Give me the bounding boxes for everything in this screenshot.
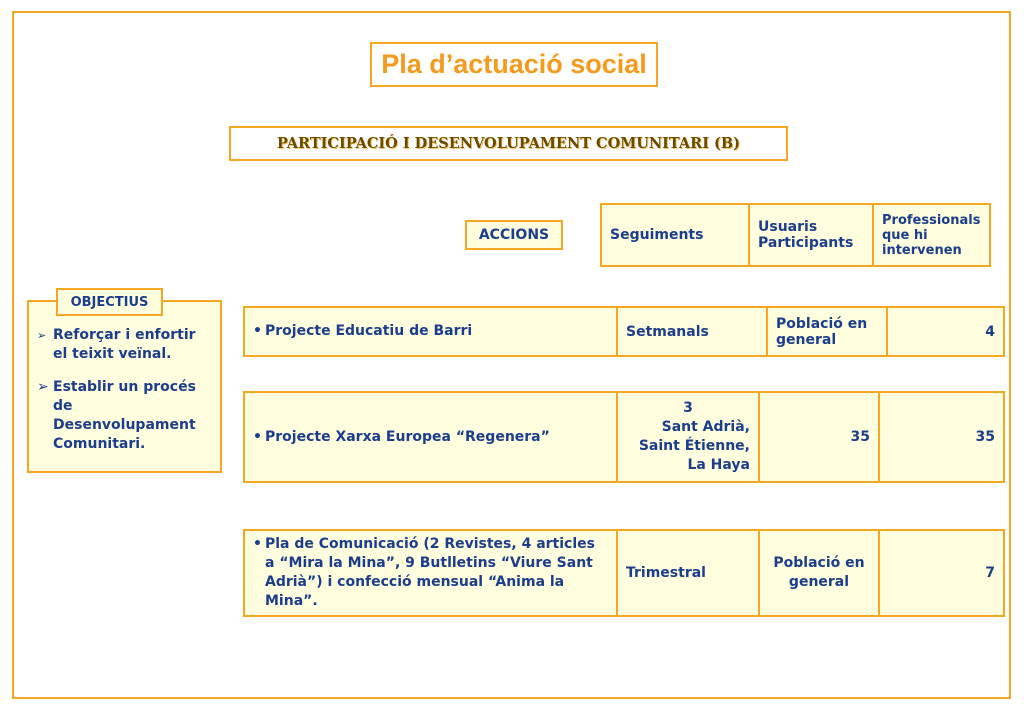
objectius-label: OBJECTIUS xyxy=(56,288,163,316)
arrow-bullet-icon: ➢ xyxy=(37,329,47,342)
bullet-icon: • xyxy=(253,323,262,339)
seguiments-number: 3 xyxy=(683,400,693,416)
action-row-2 xyxy=(243,391,1005,483)
objectiu-item xyxy=(37,378,212,454)
accions-label: ACCIONS xyxy=(465,220,563,250)
bullet-icon: • xyxy=(253,428,262,445)
professionals-cell: 7 xyxy=(879,530,1004,616)
professionals-cell: 4 xyxy=(887,307,1004,356)
header-table xyxy=(600,203,991,267)
objectius-box xyxy=(27,300,222,473)
seguiments-cell: Setmanals xyxy=(617,307,767,356)
professionals-cell: 35 xyxy=(879,392,1004,482)
header-usuaris: Usuaris Participants xyxy=(749,204,873,266)
header-seguiments: Seguiments xyxy=(601,204,749,266)
accio-text: Pla de Comunicació (2 Revistes, 4 articles a “Mira la Mina”, 9 Butlletins “Viure Sant Adrià”) i confecció mensual “Anima la Mina”. xyxy=(265,536,595,609)
accio-cell xyxy=(244,307,617,356)
accio-text: Projecte Educatiu de Barri xyxy=(265,323,473,339)
action-row-1 xyxy=(243,306,1005,357)
seguiments-places: Sant Adrià, Saint Étienne, La Haya xyxy=(638,419,750,473)
accio-cell xyxy=(244,392,617,482)
usuaris-cell: Població en general xyxy=(759,530,879,616)
header-professionals: Professionals que hi intervenen xyxy=(873,204,990,266)
seguiments-cell xyxy=(617,392,759,482)
section-subtitle: PARTICIPACIÓ I DESENVOLUPAMENT COMUNITARI (B) xyxy=(229,126,788,161)
objectiu-item xyxy=(37,326,212,364)
usuaris-cell: Població en general xyxy=(767,307,887,356)
accio-cell xyxy=(244,530,617,616)
objectiu-text: Reforçar i enfortir el teixit veïnal. xyxy=(53,327,196,362)
header-row xyxy=(601,204,990,266)
page-title: Pla d’actuació social xyxy=(370,42,658,87)
table-row xyxy=(244,307,1004,356)
table-row xyxy=(244,392,1004,482)
accio-text: Projecte Xarxa Europea “Regenera” xyxy=(265,428,550,445)
objectiu-text: Establir un procés de Desenvolupament Comunitari. xyxy=(53,379,196,452)
seguiments-cell: Trimestral xyxy=(617,530,759,616)
usuaris-cell: 35 xyxy=(759,392,879,482)
table-row xyxy=(244,530,1004,616)
bullet-icon: • xyxy=(253,536,262,552)
action-row-3 xyxy=(243,529,1005,617)
arrow-bullet-icon: ➢ xyxy=(37,379,49,395)
